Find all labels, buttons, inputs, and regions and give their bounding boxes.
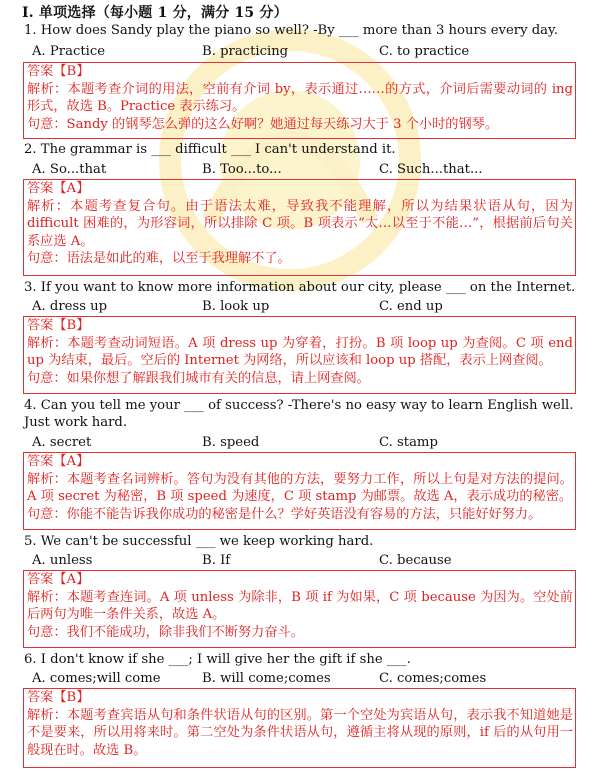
question-stem: 3. If you want to know more information about our city, please ___ on the Internet.	[24, 280, 576, 295]
answer-analysis: 解析：本题考查复合句。由于语法太难，导致我不能理解，所以为结果状语从句，因为 difficult 困难的，为形容词，所以排除 C 项。B 项表示“太…以至于不能…”，根据前后句关系应选 A。	[27, 198, 573, 249]
option-c: C. comes;comes	[379, 671, 487, 686]
answer-translation: 句意：Sandy 的钢琴怎么弹的这么好啊？她通过每天练习大于 3 个小时的钢琴。	[27, 116, 499, 132]
answer-box	[23, 62, 576, 139]
option-b: B. speed	[202, 435, 260, 450]
question-options	[24, 43, 584, 60]
question-stem: 5. We can't be successful ___ we keep working hard.	[24, 534, 374, 549]
question-stem: 6. I don't know if she ___; I will give her the gift if she ___.	[24, 652, 411, 667]
answer-box	[23, 688, 576, 768]
option-b: B. Too...to...	[202, 162, 282, 177]
answer-key: 答案【B】	[27, 318, 90, 333]
answer-key: 答案【B】	[27, 64, 90, 79]
option-b: B. practicing	[202, 44, 289, 59]
answer-key: 答案【B】	[27, 690, 90, 705]
answer-key: 答案【A】	[27, 454, 90, 469]
option-c: C. stamp	[379, 435, 438, 450]
question-options	[24, 434, 584, 451]
answer-translation: 句意：语法是如此的难，以至于我理解不了。	[27, 251, 291, 267]
answer-key: 答案【A】	[27, 181, 90, 196]
answer-analysis: 解析：本题考查连词。A 项 unless 为除非，B 项 if 为如果，C 项 because 为因为。空处前后两句为唯一条件关系，故选 A。	[27, 589, 573, 623]
answer-box	[23, 316, 576, 394]
answer-translation: 句意：如果你想了解跟我们城市有关的信息，请上网查阅。	[27, 370, 370, 386]
answer-analysis: 解析：本题考查宾语从句和条件状语从句的区别。第一个空处为宾语从句，表示我不知道她是不是要来，所以用将来时。第二空处为条件状语从句，遵循主将从现的原则，if 后的从句用一般现在时。故选 B。	[27, 707, 573, 758]
option-a: A. secret	[32, 435, 92, 450]
question-options	[24, 298, 584, 315]
option-b: B. will come;comes	[202, 671, 331, 686]
answer-analysis: 解析：本题考查名词辨析。答句为没有其他的方法，要努力工作，所以上句是对方法的提问。A 项 secret 为秘密，B 项 speed 为速度，C 项 stamp 为邮票。故选 A，表示成功的秘密。	[27, 471, 573, 505]
option-c: C. to practice	[379, 44, 470, 59]
answer-translation: 句意：我们不能成功，除非我们不断努力奋斗。	[27, 624, 304, 640]
option-c: C. because	[379, 553, 452, 568]
answer-analysis: 解析：本题考查动词短语。A 项 dress up 为穿着，打扮。B 项 loop up 为查阅。C 项 end up 为结束，最后。空后的 Internet 为网络，所以应该和 loop up 搭配，表示上网查阅。	[27, 335, 573, 369]
option-a: A. So...that	[32, 162, 107, 177]
answer-key: 答案【A】	[27, 572, 90, 587]
option-c: C. Such...that...	[379, 162, 483, 177]
answer-analysis: 解析：本题考查介词的用法，空前有介词 by，表示通过……的方式，介词后需要动词的 ing 形式，故选 B。Practice 表示练习。	[27, 81, 573, 115]
answer-box	[23, 452, 576, 530]
answer-box	[23, 570, 576, 648]
option-a: A. Practice	[32, 44, 106, 59]
question-options	[24, 161, 584, 178]
option-b: B. If	[202, 553, 231, 568]
question-stem: 1. How does Sandy play the piano so well? -By ___ more than 3 hours every day.	[24, 23, 558, 38]
question-stem: 2. The grammar is ___ difficult ___ I can't understand it.	[24, 142, 396, 157]
option-a: A. dress up	[32, 299, 108, 314]
question-options	[24, 670, 584, 687]
question-stem: 4. Can you tell me your ___ of success? -There's no easy way to learn English well. Just work hard.	[24, 398, 574, 430]
option-a: A. comes;will come	[32, 671, 161, 686]
option-a: A. unless	[32, 553, 93, 568]
option-c: C. end up	[379, 299, 443, 314]
section-title: I. 单项选择（每小题 1 分，满分 15 分）	[22, 5, 288, 21]
answer-translation: 句意：你能不能告诉我你成功的秘密是什么？学好英语没有容易的方法，只能好好努力。	[27, 506, 542, 522]
answer-box	[23, 179, 576, 276]
question-options	[24, 552, 584, 569]
option-b: B. look up	[202, 299, 270, 314]
